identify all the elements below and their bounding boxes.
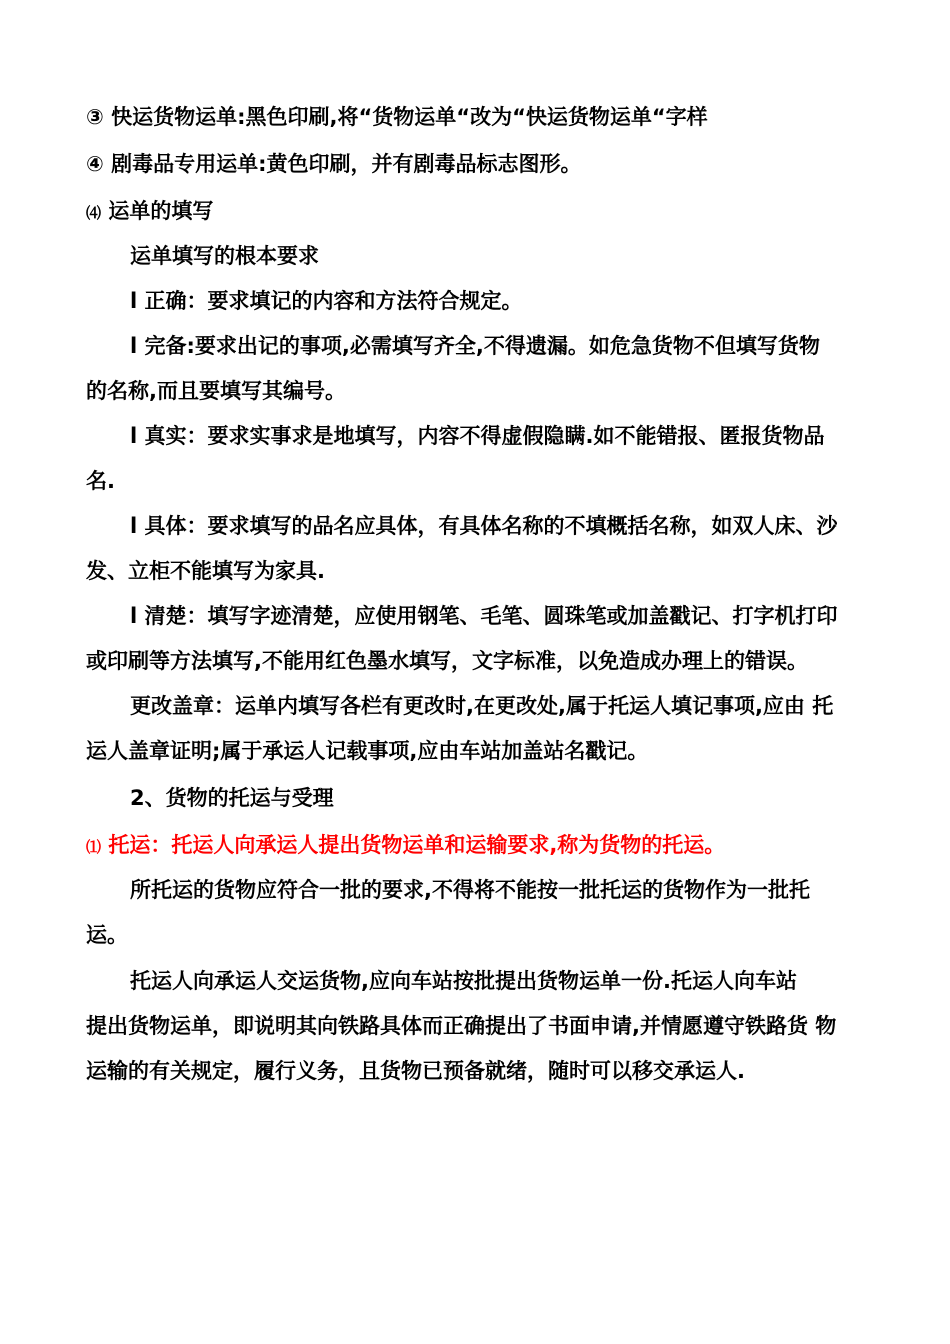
- subsection-number: ⑴: [86, 838, 102, 856]
- section-heading-consignment: 2、货物的托运与受理: [130, 786, 334, 810]
- requirements-heading: 运单填写的根本要求: [130, 244, 319, 268]
- waybill-submission-cont: 提出货物运单，即说明其向铁路具体而正确提出了书面申请,并情愿遵守铁路货 物: [86, 1014, 837, 1038]
- modification-stamp: 更改盖章：运单内填写各栏有更改时,在更改处,属于托运人填记事项,应由 托: [130, 694, 834, 718]
- requirement-complete-cont: 的名称,而且要填写其编号。: [86, 379, 346, 403]
- waybill-submission: 托运人向承运人交运货物,应向车站按批提出货物运单一份.托运人向车站: [130, 969, 797, 993]
- batch-requirement-cont: 运。: [86, 923, 128, 947]
- batch-requirement: 所托运的货物应符合一批的要求,不得将不能按一批托运的货物作为一批托: [130, 878, 810, 902]
- express-waybill-line: ③ 快运货物运单:黑色印刷,将“货物运单“改为“快运货物运单“字样: [86, 105, 708, 129]
- requirement-clear-cont: 或印刷等方法填写,不能用红色墨水填写，文字标准，以免造成办理上的错误。: [86, 649, 808, 673]
- requirement-specific-cont: 发、立柜不能填写为家具.: [86, 559, 325, 583]
- toxic-waybill-line: ④ 剧毒品专用运单:黄色印刷，并有剧毒品标志图形。: [86, 152, 582, 176]
- consignment-definition: [86, 831, 725, 861]
- requirement-specific: l 具体：要求填写的品名应具体，有具体名称的不填概括名称，如双人床、沙: [130, 514, 838, 538]
- requirement-complete: l 完备:要求出记的事项,必需填写齐全,不得遗漏。如危急货物不但填写货物: [130, 334, 820, 358]
- requirement-true: l 真实：要求实事求是地填写，内容不得虚假隐瞒.如不能错报、匿报货物品: [130, 424, 825, 448]
- waybill-submission-end: 运输的有关规定，履行义务，且货物已预备就绪，随时可以移交承运人.: [86, 1059, 745, 1083]
- modification-stamp-cont: 运人盖章证明;属于承运人记载事项,应由车站加盖站名戳记。: [86, 739, 649, 763]
- section-number: ⑷: [86, 204, 102, 222]
- requirement-correct: l 正确：要求填记的内容和方法符合规定。: [130, 289, 523, 313]
- section-heading-waybill-filling: [86, 197, 213, 227]
- requirement-true-cont: 名.: [86, 469, 115, 493]
- section-title: 运单的填写: [101, 199, 214, 223]
- requirement-clear: l 清楚：填写字迹清楚，应使用钢笔、毛笔、圆珠笔或加盖戳记、打字机打印: [130, 604, 838, 628]
- consignment-definition-text: 托运：托运人向承运人提出货物运单和运输要求,称为货物的托运。: [101, 833, 726, 857]
